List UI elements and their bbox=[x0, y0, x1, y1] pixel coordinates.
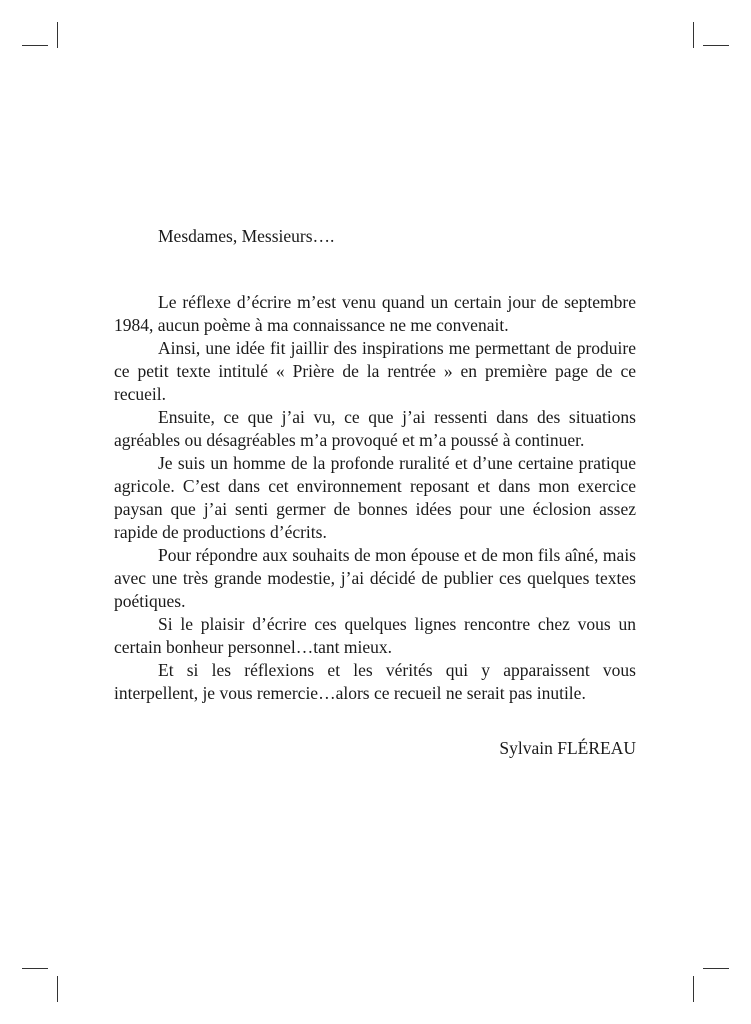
crop-mark bbox=[703, 968, 729, 969]
crop-mark bbox=[693, 22, 694, 48]
paragraph: Ainsi, une idée fit jaillir des inspirations me permettant de produire ce petit texte intitulé « Prière de la rentrée » en première page de ce recueil. bbox=[114, 338, 636, 404]
paragraph: Je suis un homme de la profonde ruralité et d’une certaine pratique agricole. C’est dans cet environnement reposant et dans mon exercice paysan que j’ai senti germer de bonnes idées pour une éclosion assez rapide de productions d’écrits. bbox=[114, 453, 636, 542]
salutation: Mesdames, Messieurs…. bbox=[158, 226, 335, 246]
crop-mark bbox=[703, 45, 729, 46]
crop-mark bbox=[57, 976, 58, 1002]
paragraph: Si le plaisir d’écrire ces quelques lignes rencontre chez vous un certain bonheur personnel…tant mieux. bbox=[114, 614, 636, 657]
paragraph: Le réflexe d’écrire m’est venu quand un certain jour de septembre 1984, aucun poème à ma connaissance ne me convenait. bbox=[114, 292, 636, 335]
signature: Sylvain FLÉREAU bbox=[499, 738, 636, 758]
crop-mark bbox=[693, 976, 694, 1002]
paragraphs bbox=[114, 291, 636, 705]
crop-mark bbox=[57, 22, 58, 48]
paragraph: Ensuite, ce que j’ai vu, ce que j’ai ressenti dans des situations agréables ou désagréables m’a provoqué et m’a poussé à continuer. bbox=[114, 407, 636, 450]
paragraph: Pour répondre aux souhaits de mon épouse et de mon fils aîné, mais avec une très grande modestie, j’ai décidé de publier ces quelques textes poétiques. bbox=[114, 545, 636, 611]
paragraph: Et si les réflexions et les vérités qui y apparaissent vous interpellent, je vous remercie…alors ce recueil ne serait pas inutile. bbox=[114, 660, 636, 703]
crop-mark bbox=[22, 968, 48, 969]
letter-body bbox=[114, 225, 636, 705]
crop-mark bbox=[22, 45, 48, 46]
